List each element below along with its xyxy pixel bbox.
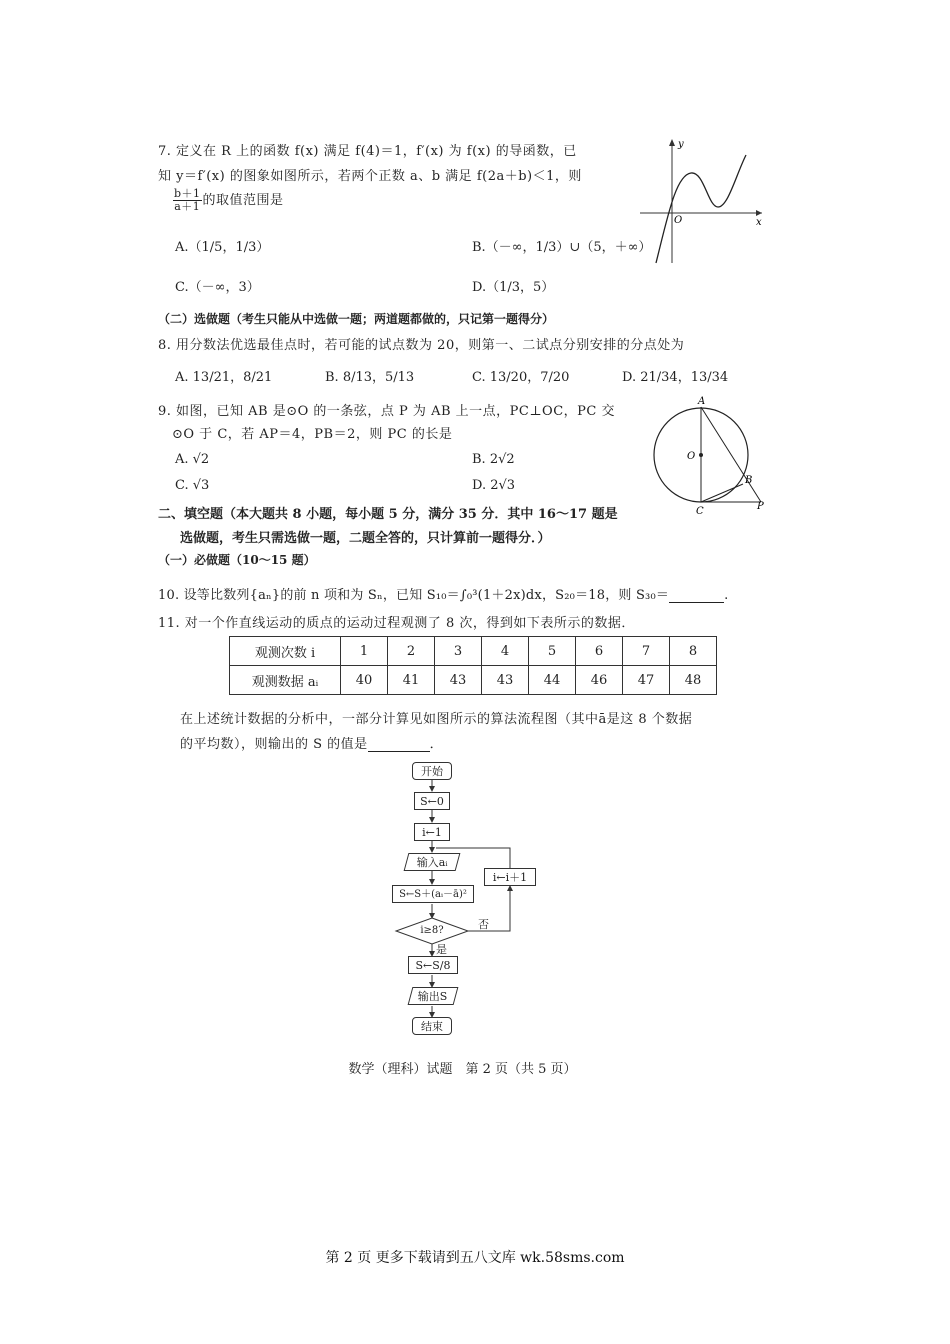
flowchart-yes-label: 是 — [436, 943, 447, 956]
q9-option-d: D. 2√3 — [472, 478, 516, 493]
graph-x-label: x — [756, 217, 762, 228]
label-a: A — [698, 396, 706, 407]
flowchart-output — [408, 987, 459, 1005]
q7-frac-numerator: b＋1 — [174, 187, 201, 200]
table-header-data: 观测数据 aᵢ — [230, 666, 341, 695]
q11-data-table — [229, 636, 717, 695]
q7-line3 — [172, 188, 284, 213]
table-cell: 43 — [435, 666, 482, 695]
table-cell: 41 — [388, 666, 435, 695]
section2-line2: 选做题，考生只需选做一题，二题全答的，只计算前一题得分．） — [180, 531, 551, 546]
q7-option-c: C.（－∞，3） — [175, 280, 260, 295]
q11-stem: 11. 对一个作直线运动的质点的运动过程观测了 8 次，得到如下表所示的数据． — [158, 616, 635, 631]
table-cell: 6 — [576, 637, 623, 666]
flowchart-no-label: 否 — [478, 918, 489, 931]
derivative-curve — [656, 155, 746, 263]
q11-text2-end: ． — [429, 737, 444, 752]
section2-required: （一）必做题（10～15 题） — [158, 553, 316, 567]
segment-cb — [701, 484, 743, 502]
flowchart-update: S←S＋(aᵢ－ā)² — [392, 885, 474, 903]
flowchart-condition: i≥8? — [420, 925, 444, 936]
q11-text1: 在上述统计数据的分析中，一部分计算见如图所示的算法流程图（其中ā是这 8 个数据 — [180, 712, 693, 727]
q9-line2: ⊙O 于 C，若 AP＝4，PB＝2，则 PC 的长是 — [172, 427, 453, 442]
table-cell: 47 — [623, 666, 670, 695]
center-point — [699, 453, 703, 457]
table-cell: 44 — [529, 666, 576, 695]
flowchart-increment: i←i＋1 — [484, 868, 536, 886]
table-cell: 7 — [623, 637, 670, 666]
q9-option-c: C. √3 — [175, 478, 210, 493]
flowchart-end: 结束 — [412, 1017, 452, 1035]
table-cell: 43 — [482, 666, 529, 695]
q7-option-a: A.（1/5，1/3） — [175, 240, 270, 255]
q11-answer-blank — [368, 736, 430, 752]
q7-option-b: B.（－∞，1/3）∪（5，＋∞） — [472, 240, 652, 255]
section2-line1: 二、填空题（本大题共 8 小题，每小题 5 分，满分 35 分．其中 16～17 题是 — [158, 507, 618, 522]
graph-origin-label: O — [674, 215, 683, 226]
q10-stem: 10. 设等比数列{aₙ}的前 n 项和为 Sₙ，已知 S₁₀＝∫₀³(1＋2x)dx，S₂₀＝18，则 S₃₀＝ — [158, 588, 670, 603]
table-cell: 3 — [435, 637, 482, 666]
q9-line1: 9. 如图，已知 AB 是⊙O 的一条弦，点 P 为 AB 上一点，PC⊥OC，PC 交 — [158, 404, 615, 419]
q7-fraction — [173, 188, 202, 213]
q11-text2: 的平均数），则输出的 S 的值是 — [180, 737, 368, 752]
table-row-index — [230, 637, 717, 666]
section-optional-note: （二）选做题（考生只能从中选做一题；两道题都做的，只记第一题得分） — [158, 312, 555, 326]
segment-ap — [701, 407, 761, 502]
table-cell: 8 — [670, 637, 717, 666]
q7-frac-denominator: a＋1 — [174, 200, 201, 213]
label-c: C — [696, 506, 704, 517]
table-cell: 2 — [388, 637, 435, 666]
q7-line1: 7. 定义在 R 上的函数 f(x) 满足 f(4)＝1，f′(x) 为 f(x) 的导函数，已 — [158, 144, 577, 159]
table-header-index: 观测次数 i — [230, 637, 341, 666]
flowchart-divide: S←S/8 — [408, 956, 458, 974]
q8-option-d: D. 21/34，13/34 — [622, 370, 729, 385]
table-cell: 1 — [341, 637, 388, 666]
flowchart-s-init: S←0 — [414, 792, 450, 810]
flowchart-input — [404, 853, 461, 871]
table-cell: 46 — [576, 666, 623, 695]
label-o: O — [687, 451, 696, 462]
graph-x-arrow — [756, 210, 762, 216]
q7-line2: 知 y＝f′(x) 的图象如图所示，若两个正数 a、b 满足 f(2a＋b)＜1，则 — [158, 169, 582, 184]
graph-y-label: y — [678, 139, 684, 150]
label-p: P — [757, 501, 764, 512]
download-footer: 第 2 页 更多下载请到五八文库 wk.58sms.com — [325, 1250, 625, 1266]
flowchart-output-label: 输出S — [417, 990, 448, 1003]
q8-option-c: C. 13/20，7/20 — [472, 370, 570, 385]
table-cell: 5 — [529, 637, 576, 666]
table-cell: 48 — [670, 666, 717, 695]
q9-option-b: B. 2√2 — [472, 452, 515, 467]
page-caption: 数学（理科）试题 第 2 页（共 5 页） — [348, 1062, 577, 1077]
q10-answer-blank — [669, 587, 724, 603]
q7-option-d: D.（1/3，5） — [472, 280, 555, 295]
table-cell: 4 — [482, 637, 529, 666]
q8-stem: 8. 用分数法优选最佳点时，若可能的试点数为 20，则第一、二试点分别安排的分点处为 — [158, 338, 685, 353]
flowchart-input-label: 输入aᵢ — [416, 856, 448, 869]
graph-y-arrow — [669, 139, 675, 146]
q11-text2-line — [180, 733, 443, 752]
q10-end: . — [724, 588, 729, 603]
flowchart-i-init: i←1 — [414, 823, 450, 841]
flowchart-start: 开始 — [412, 762, 452, 780]
q8-option-a: A. 13/21，8/21 — [175, 370, 273, 385]
table-row-data — [230, 666, 717, 695]
label-b: B — [745, 475, 753, 486]
q10-line — [158, 584, 728, 603]
table-cell: 40 — [341, 666, 388, 695]
q8-option-b: B. 8/13，5/13 — [325, 370, 415, 385]
q9-option-a: A. √2 — [175, 452, 210, 467]
circle-figure — [645, 392, 770, 517]
q7-line3-tail: 的取值范围是 — [202, 193, 284, 208]
derivative-graph — [636, 135, 766, 265]
